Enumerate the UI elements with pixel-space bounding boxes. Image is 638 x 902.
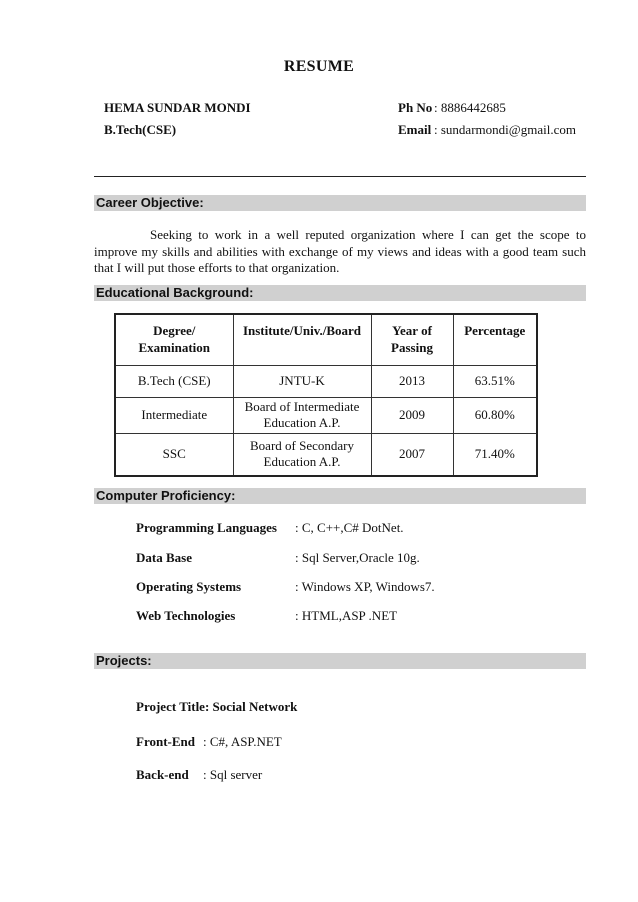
cell-degree: B.Tech (CSE) [115,365,233,397]
skill-label-programming: Programming Languages [136,520,277,535]
email-value: : sundarmondi@gmail.com [434,122,576,137]
table-row [115,433,537,476]
career-objective-text: Seeking to work in a well reputed organization where I can get the scope to improve my skills and abilities with exchange of my views and ideas with a good team such that I will put those efforts to that organization. [94,227,586,275]
header-divider [94,176,586,177]
skill-value-programming: : C, C++,C# DotNet. [295,520,404,535]
section-educational-background: Educational Background: [94,285,586,301]
col-institute-header: Institute/Univ./Board [233,314,371,365]
frontend-value: : C#, ASP.NET [203,734,282,749]
email-label: Email [398,122,432,137]
cell-percentage: 60.80% [453,397,537,433]
cell-institute: Board of Intermediate Education A.P. [233,397,371,433]
skill-label-database: Data Base [136,550,192,565]
col-degree-header: Degree/ Examination [115,314,233,365]
col-percentage-header: Percentage [453,314,537,365]
cell-year: 2013 [371,365,453,397]
cell-percentage: 63.51% [453,365,537,397]
cell-percentage: 71.40% [453,433,537,476]
cell-institute: JNTU-K [233,365,371,397]
section-computer-proficiency: Computer Proficiency: [94,488,586,504]
cell-institute: Board of Secondary Education A.P. [233,433,371,476]
cell-year: 2009 [371,397,453,433]
skill-label-os: Operating Systems [136,579,242,594]
skill-label-web: Web Technologies [136,608,236,623]
phone-label: Ph No [398,100,433,115]
section-projects: Projects: [94,653,586,669]
frontend-label: Front-End [136,734,195,749]
table-row [115,365,537,397]
skill-value-web: : HTML,ASP .NET [295,608,398,623]
table-row [115,397,537,433]
education-table-header [115,314,537,365]
candidate-degree: B.Tech(CSE) [104,122,177,137]
col-year-header: Year of Passing [371,314,453,365]
skill-value-database: : Sql Server,Oracle 10g. [295,550,420,565]
backend-label: Back-end [136,767,189,782]
document-title: RESUME [283,58,355,75]
education-table [114,313,538,477]
section-career-objective: Career Objective: [94,195,586,211]
cell-degree: SSC [115,433,233,476]
cell-degree: Intermediate [115,397,233,433]
skill-value-os: : Windows XP, Windows7. [295,579,435,594]
phone-value: : 8886442685 [434,100,506,115]
cell-year: 2007 [371,433,453,476]
candidate-name: HEMA SUNDAR MONDI [104,100,251,115]
project-title: Project Title: Social Network [136,699,298,714]
backend-value: : Sql server [203,767,263,782]
